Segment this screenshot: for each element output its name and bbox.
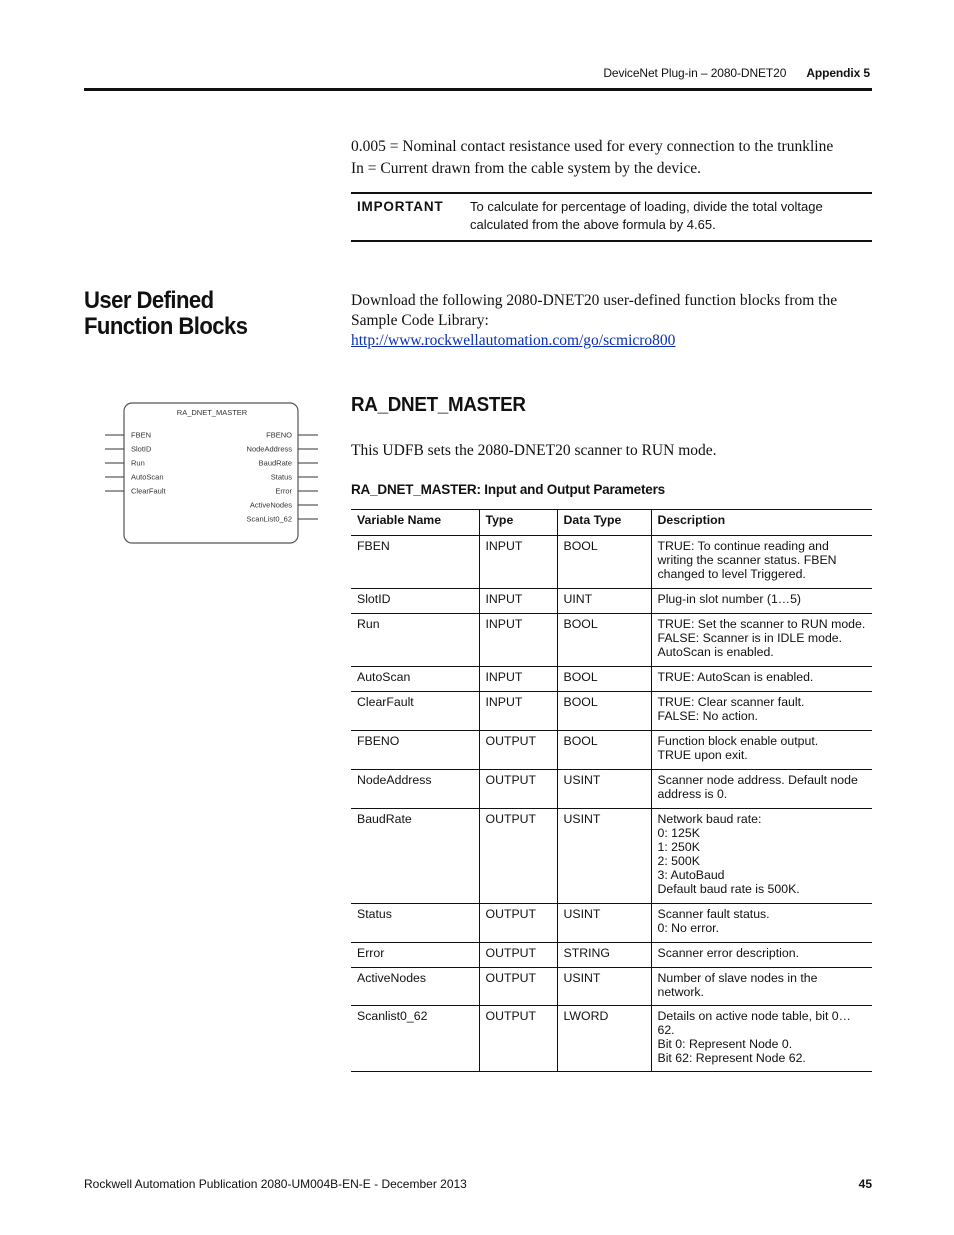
- table-caption: RA_DNET_MASTER: Input and Output Parameters: [351, 482, 665, 497]
- variable-name-cell: FBEN: [351, 536, 479, 589]
- variable-name-cell: FBENO: [351, 731, 479, 770]
- data-type-cell: USINT: [557, 904, 651, 943]
- data-type-cell: STRING: [557, 943, 651, 968]
- variable-name-cell: NodeAddress: [351, 770, 479, 809]
- type-cell: OUTPUT: [479, 968, 557, 1006]
- table-row: [351, 904, 872, 943]
- table-row: [351, 968, 872, 1006]
- column-header: Type: [479, 510, 557, 536]
- description-cell: Network baud rate: 0: 125K 1: 250K 2: 500K 3: AutoBaud Default baud rate is 500K.: [651, 809, 872, 904]
- table-header-row: [351, 510, 872, 536]
- table-row: [351, 667, 872, 692]
- table-row: [351, 536, 872, 589]
- description-cell: Scanner fault status. 0: No error.: [651, 904, 872, 943]
- output-pin-label: BaudRate: [258, 458, 292, 468]
- download-intro: [351, 291, 872, 351]
- input-pin-label: ClearFault: [131, 486, 166, 496]
- description-cell: Number of slave nodes in the network.: [651, 968, 872, 1006]
- variable-name-cell: Scanlist0_62: [351, 1006, 479, 1072]
- input-pin-label: AutoScan: [131, 472, 164, 482]
- type-cell: OUTPUT: [479, 943, 557, 968]
- formula-line: 0.005 = Nominal contact resistance used for every connection to the trunkline: [351, 138, 834, 155]
- variable-name-cell: BaudRate: [351, 809, 479, 904]
- data-type-cell: BOOL: [557, 692, 651, 731]
- formula-explanation: [351, 136, 872, 180]
- important-text: To calculate for percentage of loading, divide the total voltage calculated from the above formula by 4.65.: [470, 199, 823, 232]
- type-cell: OUTPUT: [479, 1006, 557, 1072]
- header-rule: [84, 88, 872, 91]
- variable-name-cell: Run: [351, 614, 479, 667]
- type-cell: INPUT: [479, 614, 557, 667]
- data-type-cell: USINT: [557, 809, 651, 904]
- input-pin-label: Run: [131, 458, 145, 468]
- output-pin-label: ScanList0_62: [246, 514, 292, 524]
- section-title-line: Function Blocks: [84, 313, 248, 340]
- column-header: Description: [651, 510, 872, 536]
- footer-publication: Rockwell Automation Publication 2080-UM004B-EN-E - December 2013: [84, 1177, 467, 1191]
- type-cell: OUTPUT: [479, 809, 557, 904]
- parameters-table: [351, 509, 872, 1072]
- output-pin-label: ActiveNodes: [249, 500, 292, 510]
- description-cell: Plug-in slot number (1…5): [651, 589, 872, 614]
- table-body: [351, 536, 872, 1072]
- description-cell: Details on active node table, bit 0…62. Bit 0: Represent Node 0. Bit 62: Represent Node 62.: [651, 1006, 872, 1072]
- data-type-cell: BOOL: [557, 667, 651, 692]
- variable-name-cell: Status: [351, 904, 479, 943]
- variable-name-cell: ClearFault: [351, 692, 479, 731]
- output-pin-label: Status: [270, 472, 292, 482]
- output-pin-label: FBENO: [266, 430, 292, 440]
- section-title: [84, 288, 247, 340]
- type-cell: INPUT: [479, 667, 557, 692]
- type-cell: INPUT: [479, 589, 557, 614]
- download-intro-text: Download the following 2080-DNET20 user-defined function blocks from the Sample Code Library:: [351, 292, 838, 329]
- table-row: [351, 731, 872, 770]
- input-pin-label: SlotID: [131, 444, 152, 454]
- important-label: IMPORTANT: [357, 199, 444, 214]
- type-cell: OUTPUT: [479, 904, 557, 943]
- header-title: DeviceNet Plug-in – 2080-DNET20: [603, 66, 787, 80]
- table-row: [351, 770, 872, 809]
- data-type-cell: USINT: [557, 968, 651, 1006]
- data-type-cell: UINT: [557, 589, 651, 614]
- description-cell: Function block enable output. TRUE upon exit.: [651, 731, 872, 770]
- table-row: [351, 614, 872, 667]
- description-cell: TRUE: To continue reading and writing the scanner status. FBEN changed to level Triggered.: [651, 536, 872, 589]
- variable-name-cell: Error: [351, 943, 479, 968]
- table-row: [351, 809, 872, 904]
- data-type-cell: LWORD: [557, 1006, 651, 1072]
- column-header: Data Type: [557, 510, 651, 536]
- description-cell: TRUE: AutoScan is enabled.: [651, 667, 872, 692]
- running-header: [603, 66, 870, 80]
- important-note: [351, 192, 872, 242]
- data-type-cell: BOOL: [557, 731, 651, 770]
- description-cell: TRUE: Set the scanner to RUN mode. FALSE: Scanner is in IDLE mode. AutoScan is enabled.: [651, 614, 872, 667]
- input-pin-label: FBEN: [131, 430, 152, 440]
- subsection-title: RA_DNET_MASTER: [351, 394, 526, 416]
- header-appendix: Appendix 5: [806, 66, 870, 80]
- table-row: [351, 589, 872, 614]
- udfb-description: This UDFB sets the 2080-DNET20 scanner to RUN mode.: [351, 442, 717, 459]
- type-cell: INPUT: [479, 692, 557, 731]
- function-block-name: RA_DNET_MASTER: [176, 408, 248, 417]
- formula-line: In = Current drawn from the cable system by the device.: [351, 160, 702, 177]
- function-block-diagram: [100, 402, 324, 548]
- data-type-cell: BOOL: [557, 614, 651, 667]
- table-row: [351, 692, 872, 731]
- type-cell: OUTPUT: [479, 770, 557, 809]
- type-cell: OUTPUT: [479, 731, 557, 770]
- data-type-cell: BOOL: [557, 536, 651, 589]
- column-header: Variable Name: [351, 510, 479, 536]
- type-cell: INPUT: [479, 536, 557, 589]
- page-number: 45: [858, 1177, 872, 1191]
- table-row: [351, 943, 872, 968]
- variable-name-cell: ActiveNodes: [351, 968, 479, 1006]
- variable-name-cell: SlotID: [351, 589, 479, 614]
- output-pin-label: NodeAddress: [246, 444, 292, 454]
- description-cell: Scanner error description.: [651, 943, 872, 968]
- description-cell: Scanner node address. Default node address is 0.: [651, 770, 872, 809]
- output-pin-label: Error: [275, 486, 292, 496]
- table-row: [351, 1006, 872, 1072]
- sample-code-link[interactable]: http://www.rockwellautomation.com/go/scmicro800: [351, 332, 676, 349]
- variable-name-cell: AutoScan: [351, 667, 479, 692]
- data-type-cell: USINT: [557, 770, 651, 809]
- section-title-line: User Defined: [84, 287, 214, 314]
- description-cell: TRUE: Clear scanner fault. FALSE: No action.: [651, 692, 872, 731]
